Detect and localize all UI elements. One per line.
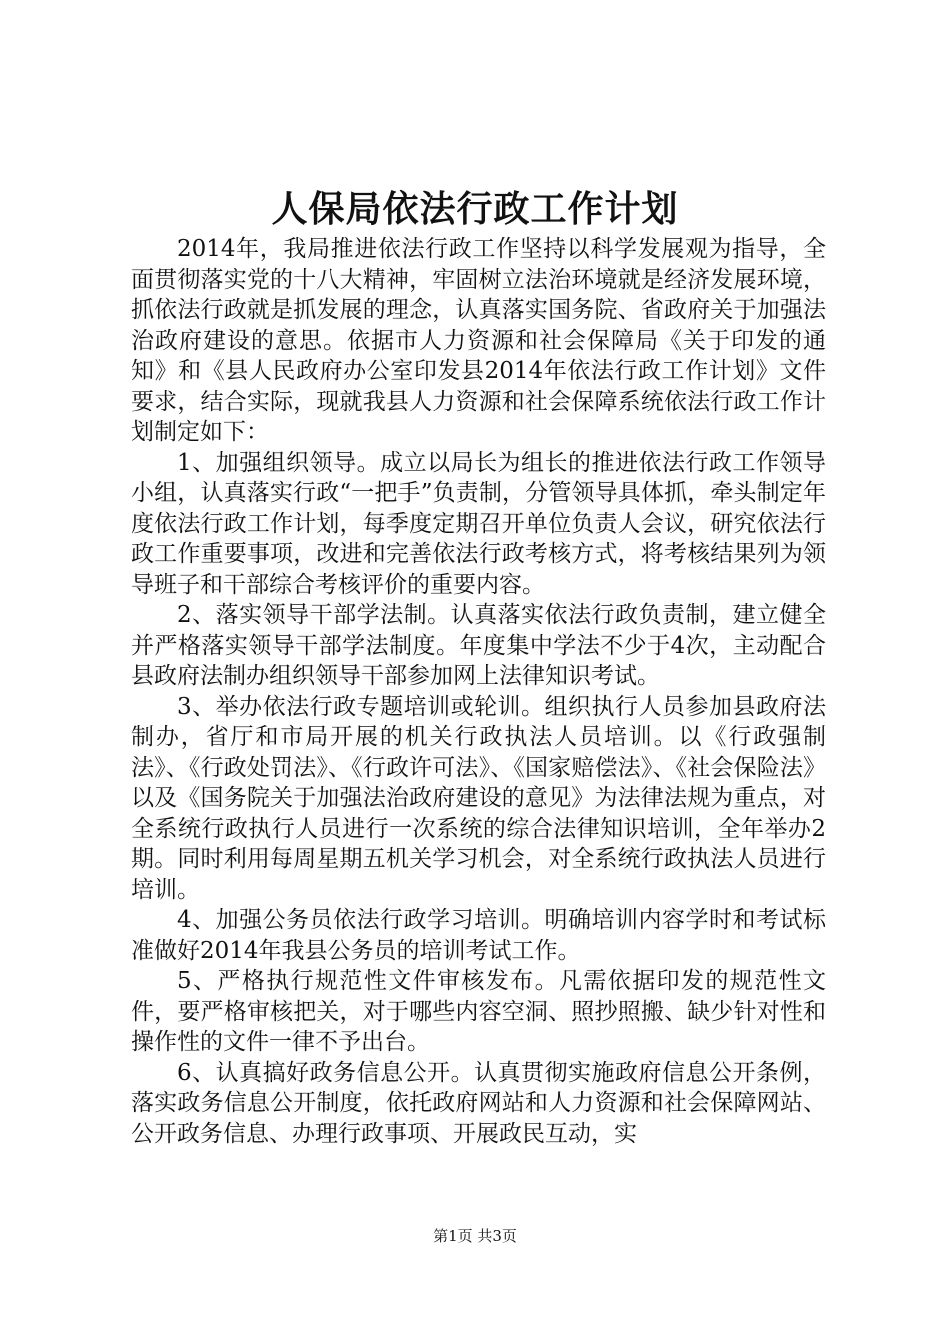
paragraph-item-6: 6、认真搞好政务信息公开。认真贯彻实施政府信息公开条例，落实政务信息公开制度，依托政府网站和人力资源和社会保障网站、公开政务信息、办理行政事项、开展政民互动，实: [131, 1059, 826, 1147]
paragraph-item-4: 4、加强公务员依法行政学习培训。明确培训内容学时和考试标准做好2014年我县公务员的培训考试工作。: [131, 907, 826, 964]
paragraph-item-2: 2、落实领导干部学法制。认真落实依法行政负责制，建立健全并严格落实领导干部学法制度。年度集中学法不少于4次，主动配合县政府法制办组织领导干部参加网上法律知识考试。: [131, 602, 826, 689]
page-number-footer: 第1页 共3页: [433, 1227, 517, 1245]
page-title: 人保局依法行政工作计划: [271, 188, 679, 230]
paragraph-item-5: 5、严格执行规范性文件审核发布。凡需依据印发的规范性文件，要严格审核把关，对于哪些内容空洞、照抄照搬、缺少针对性和操作性的文件一律不予出台。: [131, 968, 826, 1055]
paragraph-intro: 2014年，我局推进依法行政工作坚持以科学发展观为指导，全面贯彻落实党的十八大精神，牢固树立法治环境就是经济发展环境，抓依法行政就是抓发展的理念，认真落实国务院、省政府关于加强法治政府建设的意思。依据市人力资源和社会保障局《关于印发的通知》和《县人民政府办公室印发县2014年依法行政工作计划》文件要求，结合实际，现就我县人力资源和社会保障系统依法行政工作计划制定如下：: [131, 236, 826, 445]
paragraph-item-1: 1、加强组织领导。成立以局长为组长的推进依法行政工作领导小组，认真落实行政“一把手”负责制，分管领导具体抓，牵头制定年度依法行政工作计划，每季度定期召开单位负责人会议，研究依法行政工作重要事项，改进和完善依法行政考核方式，将考核结果列为领导班子和干部综合考核评价的重要内容。: [131, 449, 826, 598]
document-body: [131, 234, 826, 1149]
paragraph-item-3: 3、举办依法行政专题培训或轮训。组织执行人员参加县政府法制办，省厅和市局开展的机关行政执法人员培训。以《行政强制法》、《行政处罚法》、《行政许可法》、《国家赔偿法》、《社会保险法》以及《国务院关于加强法治政府建设的意见》为法律法规为重点，对全系统行政执行人员进行一次系统的综合法律知识培训，全年举办2期。同时利用每周星期五机关学习机会，对全系统行政执法人员进行培训。: [131, 693, 826, 903]
